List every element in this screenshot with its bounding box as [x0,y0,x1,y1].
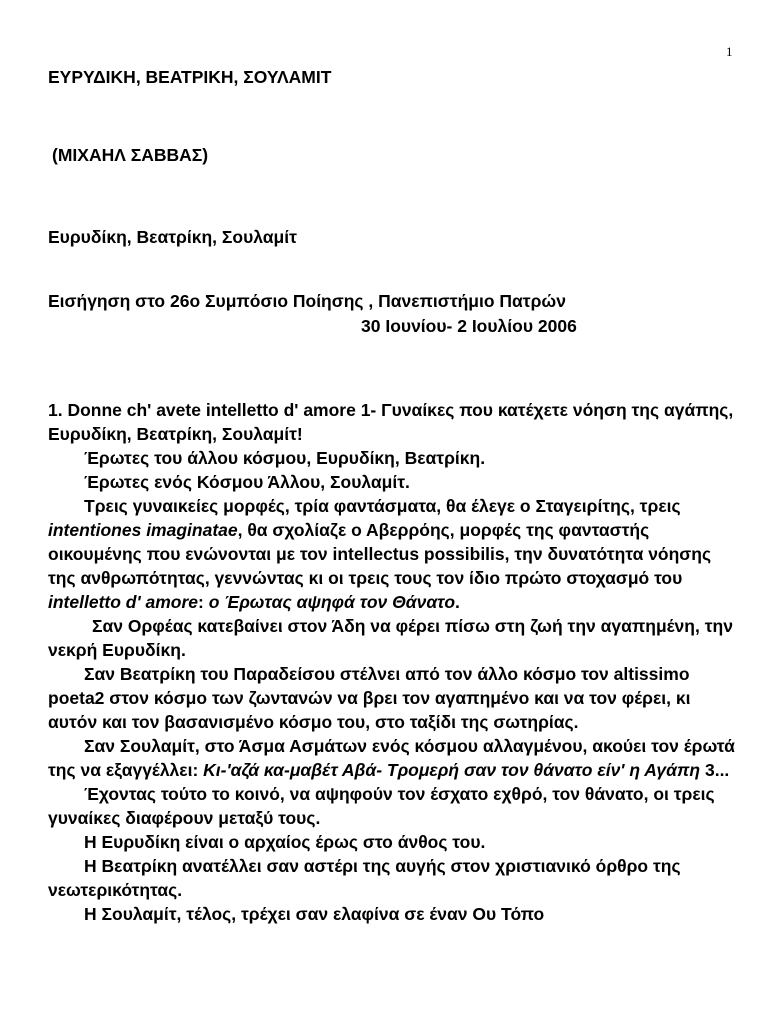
text-run: Τρεις γυναικείες μορφές, τρία φαντάσματα, θα έλεγε ο Σταγειρίτης, τρεις [84,496,681,516]
paragraph: Σαν Ορφέας κατεβαίνει στον Άδη να φέρει πίσω στη ζωή την αγαπημένη, την νεκρή Ευρυδίκη. [48,616,733,660]
paragraph [48,734,738,782]
italic-term: intentiones imaginatae [48,520,238,540]
text-run: 3... [700,760,730,780]
paragraph: Έχοντας τούτο το κοινό, να αψηφούν τον έσχατο εχθρό, τον θάνατο, οι τρεις γυναίκες διαφέρουν μεταξύ τους. [48,784,715,828]
text-run: , θα σχολίαζε ο Αβερρόης, μορφές της φανταστής οικουμένης που ενώνονται με τον intellectus possibilis, την δυνατότητα νόησης της ανθρωπότητας, γεννώντας κι οι τρεις τους τον ίδιο πρώτο στοχασμό του [48,520,712,588]
text-run: : [198,592,209,612]
paragraph: 1. Donne ch' avete intelletto d' amore 1- Γυναίκες που κατέχετε νόηση της αγάπης, Ευρυδίκη, Βεατρίκη, Σουλαμίτ! [48,400,734,444]
paragraph: Σαν Βεατρίκη του Παραδείσου στέλνει από τον άλλο κόσμο τον altissimo poeta2 στον κόσμο των ζωντανών να βρει τον αγαπημένο και να τον φέρει, κι αυτόν και τον βασανισμένο κόσμο του, στο ταξίδι της σωτηρίας. [48,664,691,732]
paragraph: Η Σουλαμίτ, τέλος, τρέχει σαν ελαφίνα σε έναν Ου Τόπο [84,904,545,924]
paragraph: Έρωτες του άλλου κόσμου, Ευρυδίκη, Βεατρίκη. [84,448,486,468]
italic-quote: Κι-'αζά κα-μαβέτ Αβά- Τρομερή σαν τον θάνατο είν' η Αγάπη [203,760,701,780]
text-run: . [455,592,460,612]
subtitle: Ευρυδίκη, Βεατρίκη, Σουλαμίτ [48,227,297,247]
body-text [48,398,738,926]
italic-quote: ο Έρωτας αψηφά τον Θάνατο [208,592,456,612]
paragraph: Η Ευρυδίκη είναι ο αρχαίος έρως στο άνθος του. [84,832,486,852]
paragraph [48,494,738,614]
text-run: Σαν Σουλαμίτ, στο Άσμα Ασμάτων ενός κόσμου αλλαγμένου, ακούει τον έρωτά της να εξαγγέλλει: [48,736,735,780]
page-number: 1 [726,44,733,59]
author-name: (ΜΙΧΑΗΛ ΣΑΒΒΑΣ) [52,145,209,165]
paragraph: Η Βεατρίκη ανατέλλει σαν αστέρι της αυγής στον χριστιανικό όρθρο της νεωτερικότητας. [48,856,681,900]
document-title: ΕΥΡΥΔΙΚΗ, ΒΕΑΤΡΙΚΗ, ΣΟΥΛΑΜΙΤ [48,67,332,87]
italic-term: intelletto d' amore [48,592,199,612]
paragraph: Έρωτες ενός Κόσμου Άλλου, Σουλαμίτ. [84,472,410,492]
event-line: Εισήγηση στο 26ο Συμπόσιο Ποίησης , Πανεπιστήμιο Πατρών [48,291,566,311]
event-dates: 30 Ιουνίου- 2 Ιουλίου 2006 [361,316,577,336]
